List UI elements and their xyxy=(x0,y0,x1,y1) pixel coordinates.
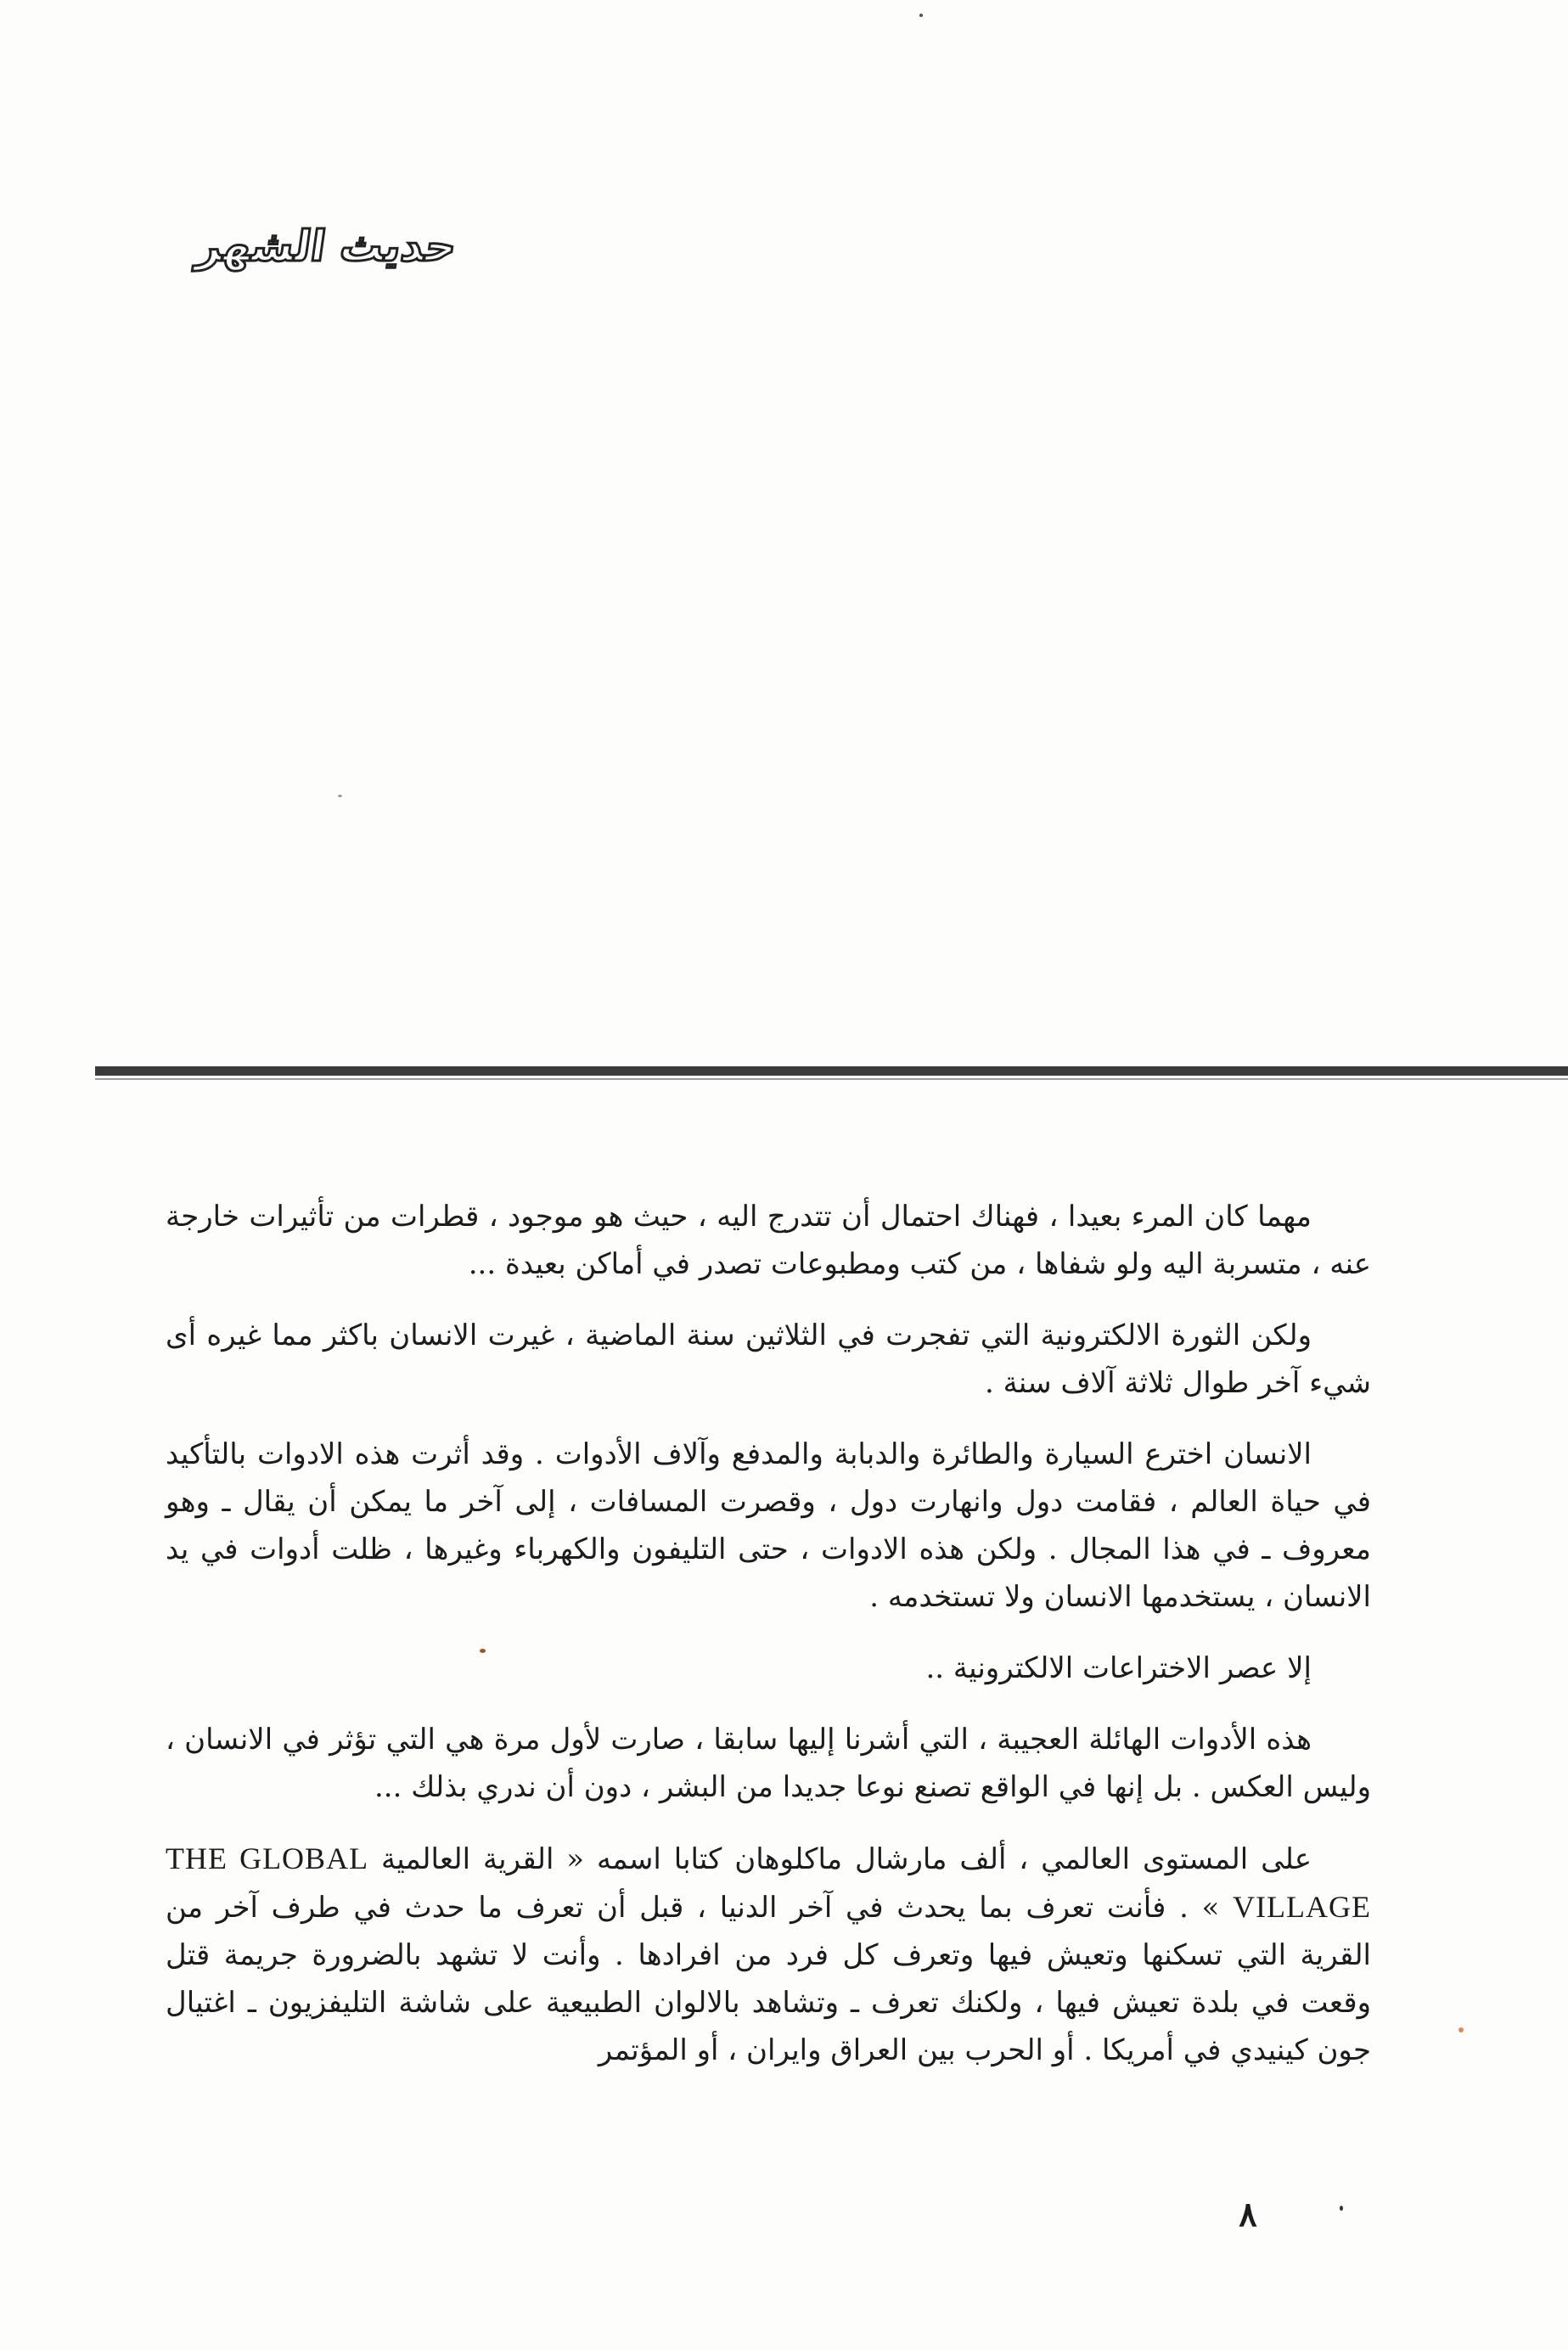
section-divider xyxy=(95,1066,1568,1076)
scan-speck xyxy=(919,14,923,17)
paragraph: الانسان اخترع السيارة والطائرة والدبابة والمدفع وآلاف الأدوات . وقد أثرت هذه الادوات بالتأكيد في حياة العالم ، فقامت دول وانهارت دول ، وقصرت المسافات ، إلى آخر ما يمكن أن يقال ـ وهو معروف ـ في هذا المجال . ولكن هذه الادوات ، حتى التليفون والكهرباء وغيرها ، ظلت أدوات في يد الانسان ، يستخدمها الانسان ولا تستخدمه . xyxy=(166,1437,1371,1614)
paragraph-text: » . فأنت تعرف بما يحدث في آخر الدنيا ، قبل أن تعرف ما حدث في طرف آخر من القرية التي تسكنها وتعيش فيها وتعرف كل فرد من افرادها . وأنت لا تشهد بالضرورة جريمة قتل وقعت في بلدة تعيش فيها ، ولكنك تعرف ـ وتشاهد بالالوان الطبيعية على شاشة التليفزيون ـ اغتيال جون كينيدي في أمريكا . أو الحرب بين العراق وايران ، أو المؤتمر xyxy=(166,1891,1371,2067)
scan-speck xyxy=(480,1649,486,1653)
section-divider-thin xyxy=(95,1078,1568,1080)
paragraph: ولكن الثورة الالكترونية التي تفجرت في الثلاثين سنة الماضية ، غيرت الانسان باكثر مما غيره أى شيء آخر طوال ثلاثة آلاف سنة . xyxy=(166,1318,1371,1400)
paragraph-text: على المستوى العالمي ، ألف مارشال ماكلوهان كتابا اسمه « القرية العالمية xyxy=(380,1842,1312,1876)
paragraph: هذه الأدوات الهائلة العجيبة ، التي أشرنا إليها سابقا ، صارت لأول مرة هي التي تؤثر في الانسان ، وليس العكس . بل إنها في الواقع تصنع نوعا جديدا من البشر ، دون أن ندري بذلك ... xyxy=(166,1723,1371,1804)
column-title: حديث الشهر xyxy=(194,222,460,271)
paragraph xyxy=(166,1835,1371,2074)
scan-speck xyxy=(1458,2027,1464,2032)
scan-speck xyxy=(338,795,342,797)
paragraph: مهما كان المرء بعيدا ، فهناك احتمال أن تتدرج اليه ، حيث هو موجود ، قطرات من تأثيرات خارجة عنه ، متسربة اليه ولو شفاها ، من كتب ومطبوعات تصدر في أماكن بعيدة ... xyxy=(166,1200,1371,1281)
article-body xyxy=(166,1193,1371,2098)
book-title-latin: THE GLOBAL VILLAGE xyxy=(166,1841,1371,1924)
page-number: ٨ xyxy=(1239,2195,1257,2235)
scan-speck xyxy=(1340,2206,1343,2211)
paragraph: إلا عصر الاختراعات الالكترونية .. xyxy=(925,1651,1312,1685)
